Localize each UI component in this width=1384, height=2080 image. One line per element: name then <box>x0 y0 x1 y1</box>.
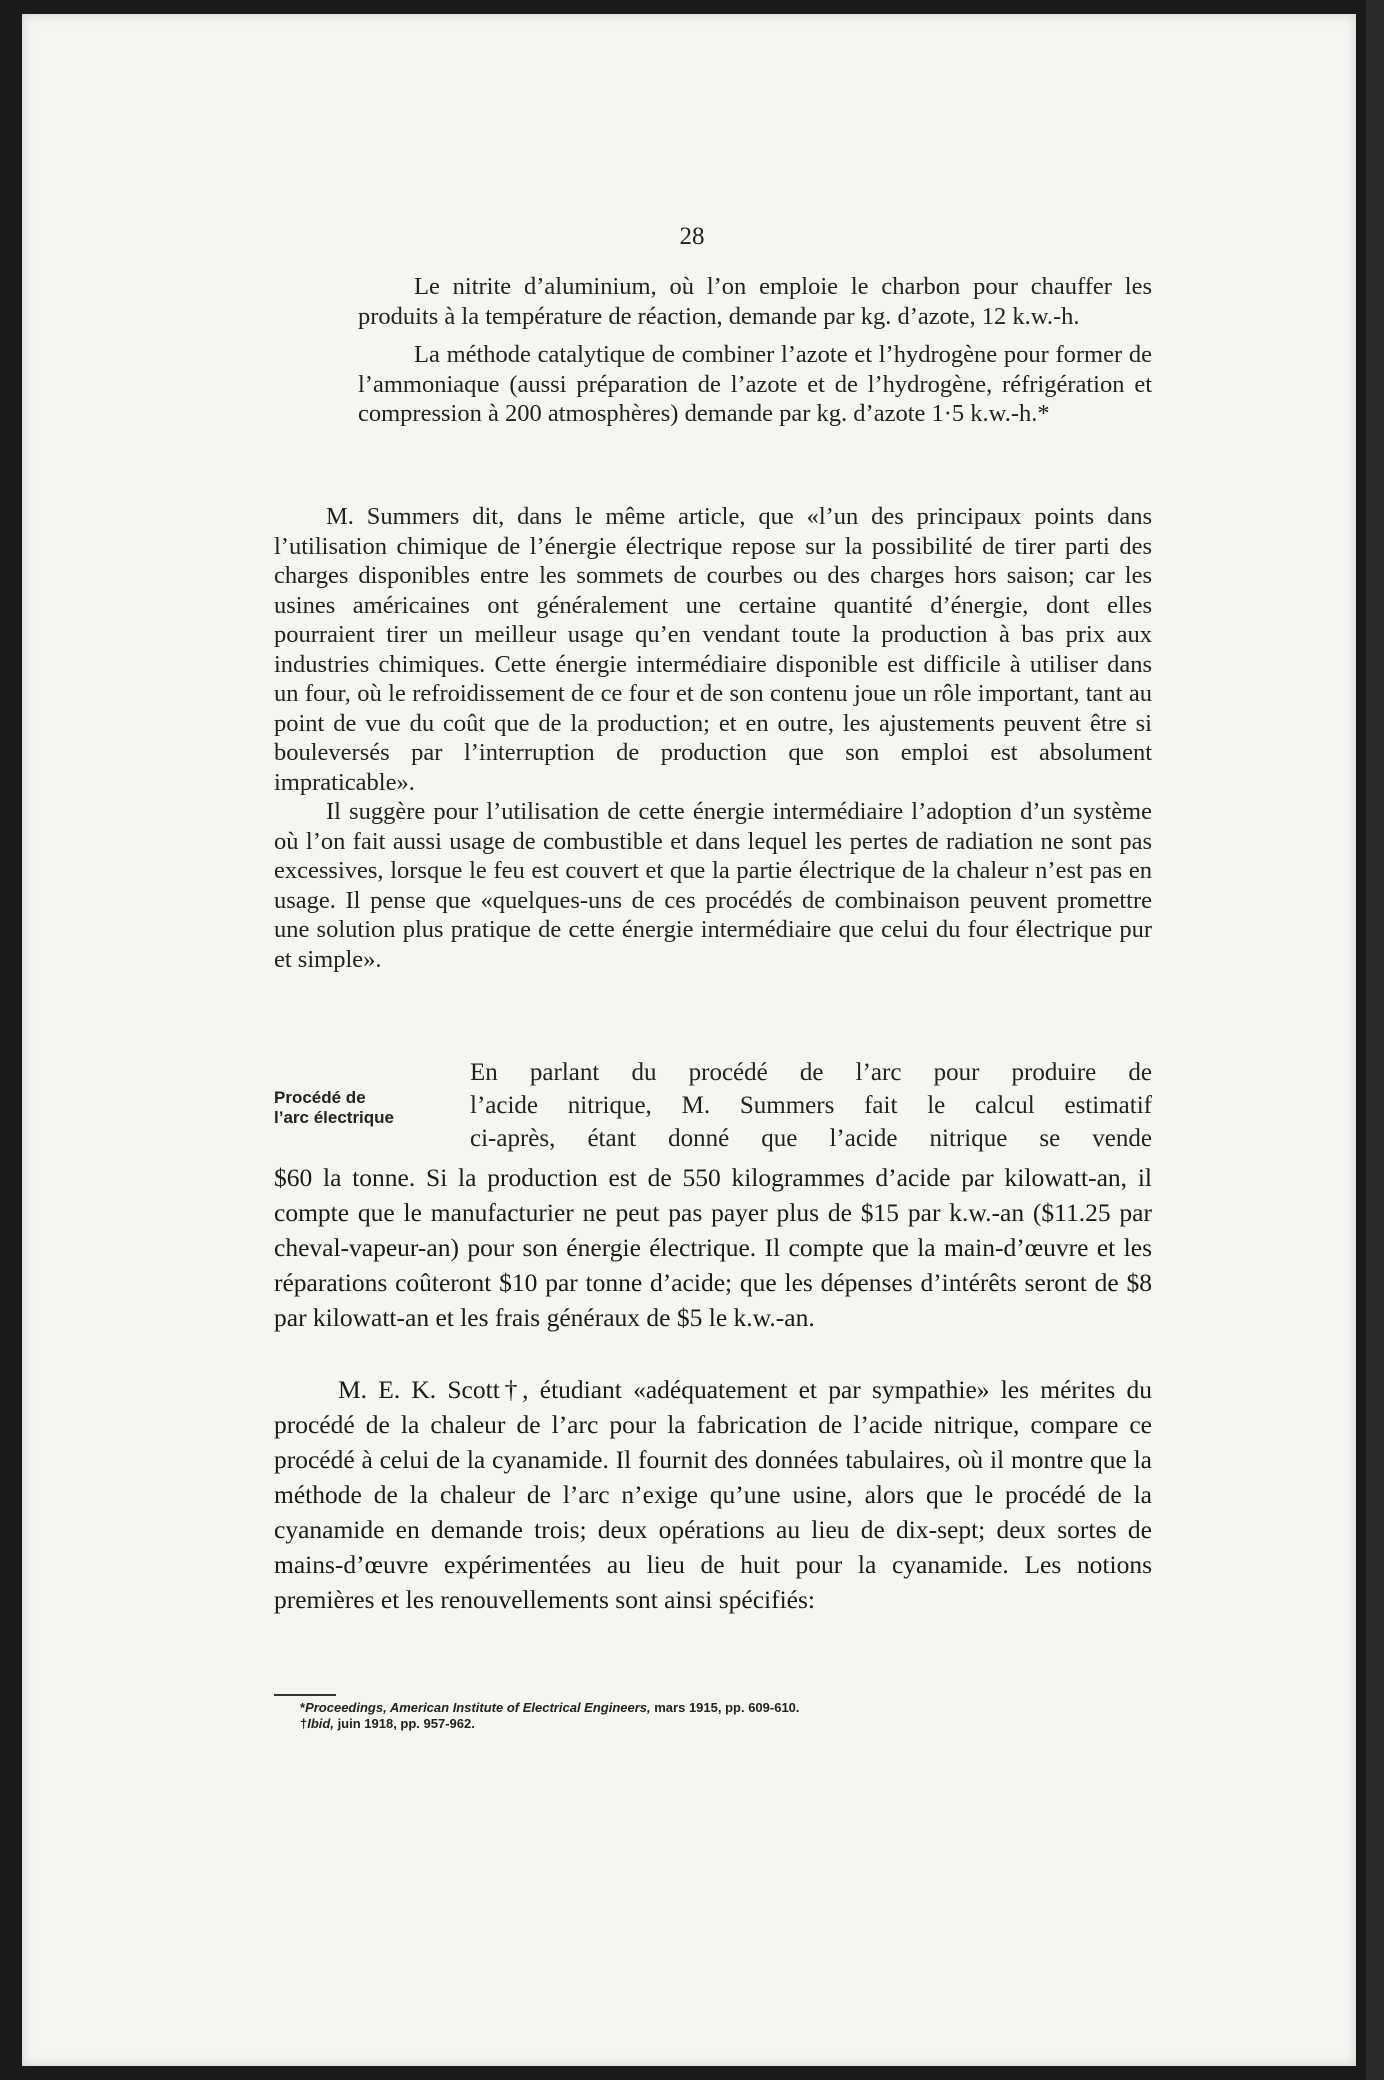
arc-paragraph-rest-block <box>274 1160 1152 1335</box>
footnote-1: *Proceedings, American Institute of Electrical Engineers, mars 1915, pp. 609-610. <box>300 1700 800 1715</box>
footnote-2-source: Ibid, <box>307 1716 334 1731</box>
footnote-1-source: Proceedings, American Institute of Electrical Engineers, <box>305 1700 651 1715</box>
margin-note-line-1: Procédé de <box>274 1088 366 1107</box>
paragraph-catalytic-method: La méthode catalytique de combiner l’azote et l’hydrogène pour former de l’ammoniaque (aussi préparation de l’azote et de l’hydrogène, réfrigération et compression à 200 atmosphères) demande par kg. d’azote 1·5 k.w.-h.* <box>358 341 1152 427</box>
arc-line-1: En parlant du procédé de l’arc pour produire de <box>470 1059 1152 1086</box>
body-paragraphs <box>274 502 1152 974</box>
arc-paragraph-rest: $60 la tonne. Si la production est de 550 kilogrammes d’acide par kilowatt-an, il compte que le manufacturier ne peut pas payer plus de $15 par k.w.-an ($11.25 par cheval-vapeur-an) pour son énergie électrique. Il compte que la main-d’œuvre et les réparations coûteront $10 par tonne d’acide; que les dépenses d’intérêts seront de $8 par kilowatt-an et les frais généraux de $5 le k.w.-an. <box>274 1163 1152 1332</box>
indented-paragraphs <box>358 272 1152 438</box>
footnotes <box>300 1700 800 1732</box>
margin-note-line-2: l’arc électrique <box>274 1108 395 1127</box>
page-number: 28 <box>679 223 705 250</box>
footnote-divider <box>274 1694 336 1696</box>
paragraph-scott: M. E. K. Scott†, étudiant «adéquatement et par sympathie» les mérites du procédé de la chaleur de l’arc pour la fabrication de l’acide nitrique, compare ce procédé à celui de la cyanamide. Il fournit des données tabulaires, où il montre que la méthode de la chaleur de l’arc n’exige qu’une usine, alors que le procédé de la cyanamide en demande trois; deux opérations au lieu de dix-sept; deux sortes de mains-d’œuvre expérimentées au lieu de huit pour la cyanamide. Les notions premières et les renouvellements sont ainsi spécifiés: <box>274 1375 1152 1614</box>
footnote-1-detail: mars 1915, pp. 609-610. <box>650 1700 800 1715</box>
arc-line-2: l’acide nitrique, M. Summers fait le calcul estimatif <box>470 1092 1152 1119</box>
paragraph-summers-quote: M. Summers dit, dans le même article, que «l’un des principaux points dans l’utilisation chimique de l’énergie électrique repose sur la possibilité de tirer parti des charges disponibles entre les sommets de courbes ou des charges hors saison; car les usines américaines ont généralement une certaine quantité d’énergie, dont elles pourraient tirer un meilleur usage qu’en vendant toute la production à bas prix aux industries chimiques. Cette énergie intermédiaire disponible est difficile à utiliser dans un four, où le refroidissement de ce four et de son contenu joue un rôle important, tant au point de vue du coût que de la production; et en outre, les ajustements peuvent être si bouleversés par l’interruption de production que son emploi est absolument impraticable». <box>274 503 1152 796</box>
arc-paragraph-start <box>470 1056 1152 1155</box>
margin-note <box>274 1088 394 1128</box>
scott-paragraph-block <box>274 1372 1152 1617</box>
book-spine-edge <box>1366 0 1384 2080</box>
paragraph-aluminium-nitride: Le nitrite d’aluminium, où l’on emploie le charbon pour chauffer les produits à la température de réaction, demande par kg. d’azote, 12 k.w.-h. <box>358 273 1152 330</box>
footnote-2: †Ibid, juin 1918, pp. 957-962. <box>300 1716 475 1731</box>
paragraph-suggestion: Il suggère pour l’utilisation de cette énergie intermédiaire l’adoption d’un système où l’on fait aussi usage de combustible et dans lequel les pertes de radiation ne sont pas excessives, lorsque le feu est couvert et que la partie électrique de la chaleur n’est pas en usage. Il pense que «quelques-uns de ces procédés de combinaison peuvent promettre une solution plus pratique de cette énergie intermédiaire que celui du four électrique pur et simple». <box>274 798 1152 973</box>
footnote-2-detail: juin 1918, pp. 957-962. <box>333 1716 475 1731</box>
arc-line-3: ci-après, étant donné que l’acide nitrique se vende <box>470 1125 1152 1152</box>
